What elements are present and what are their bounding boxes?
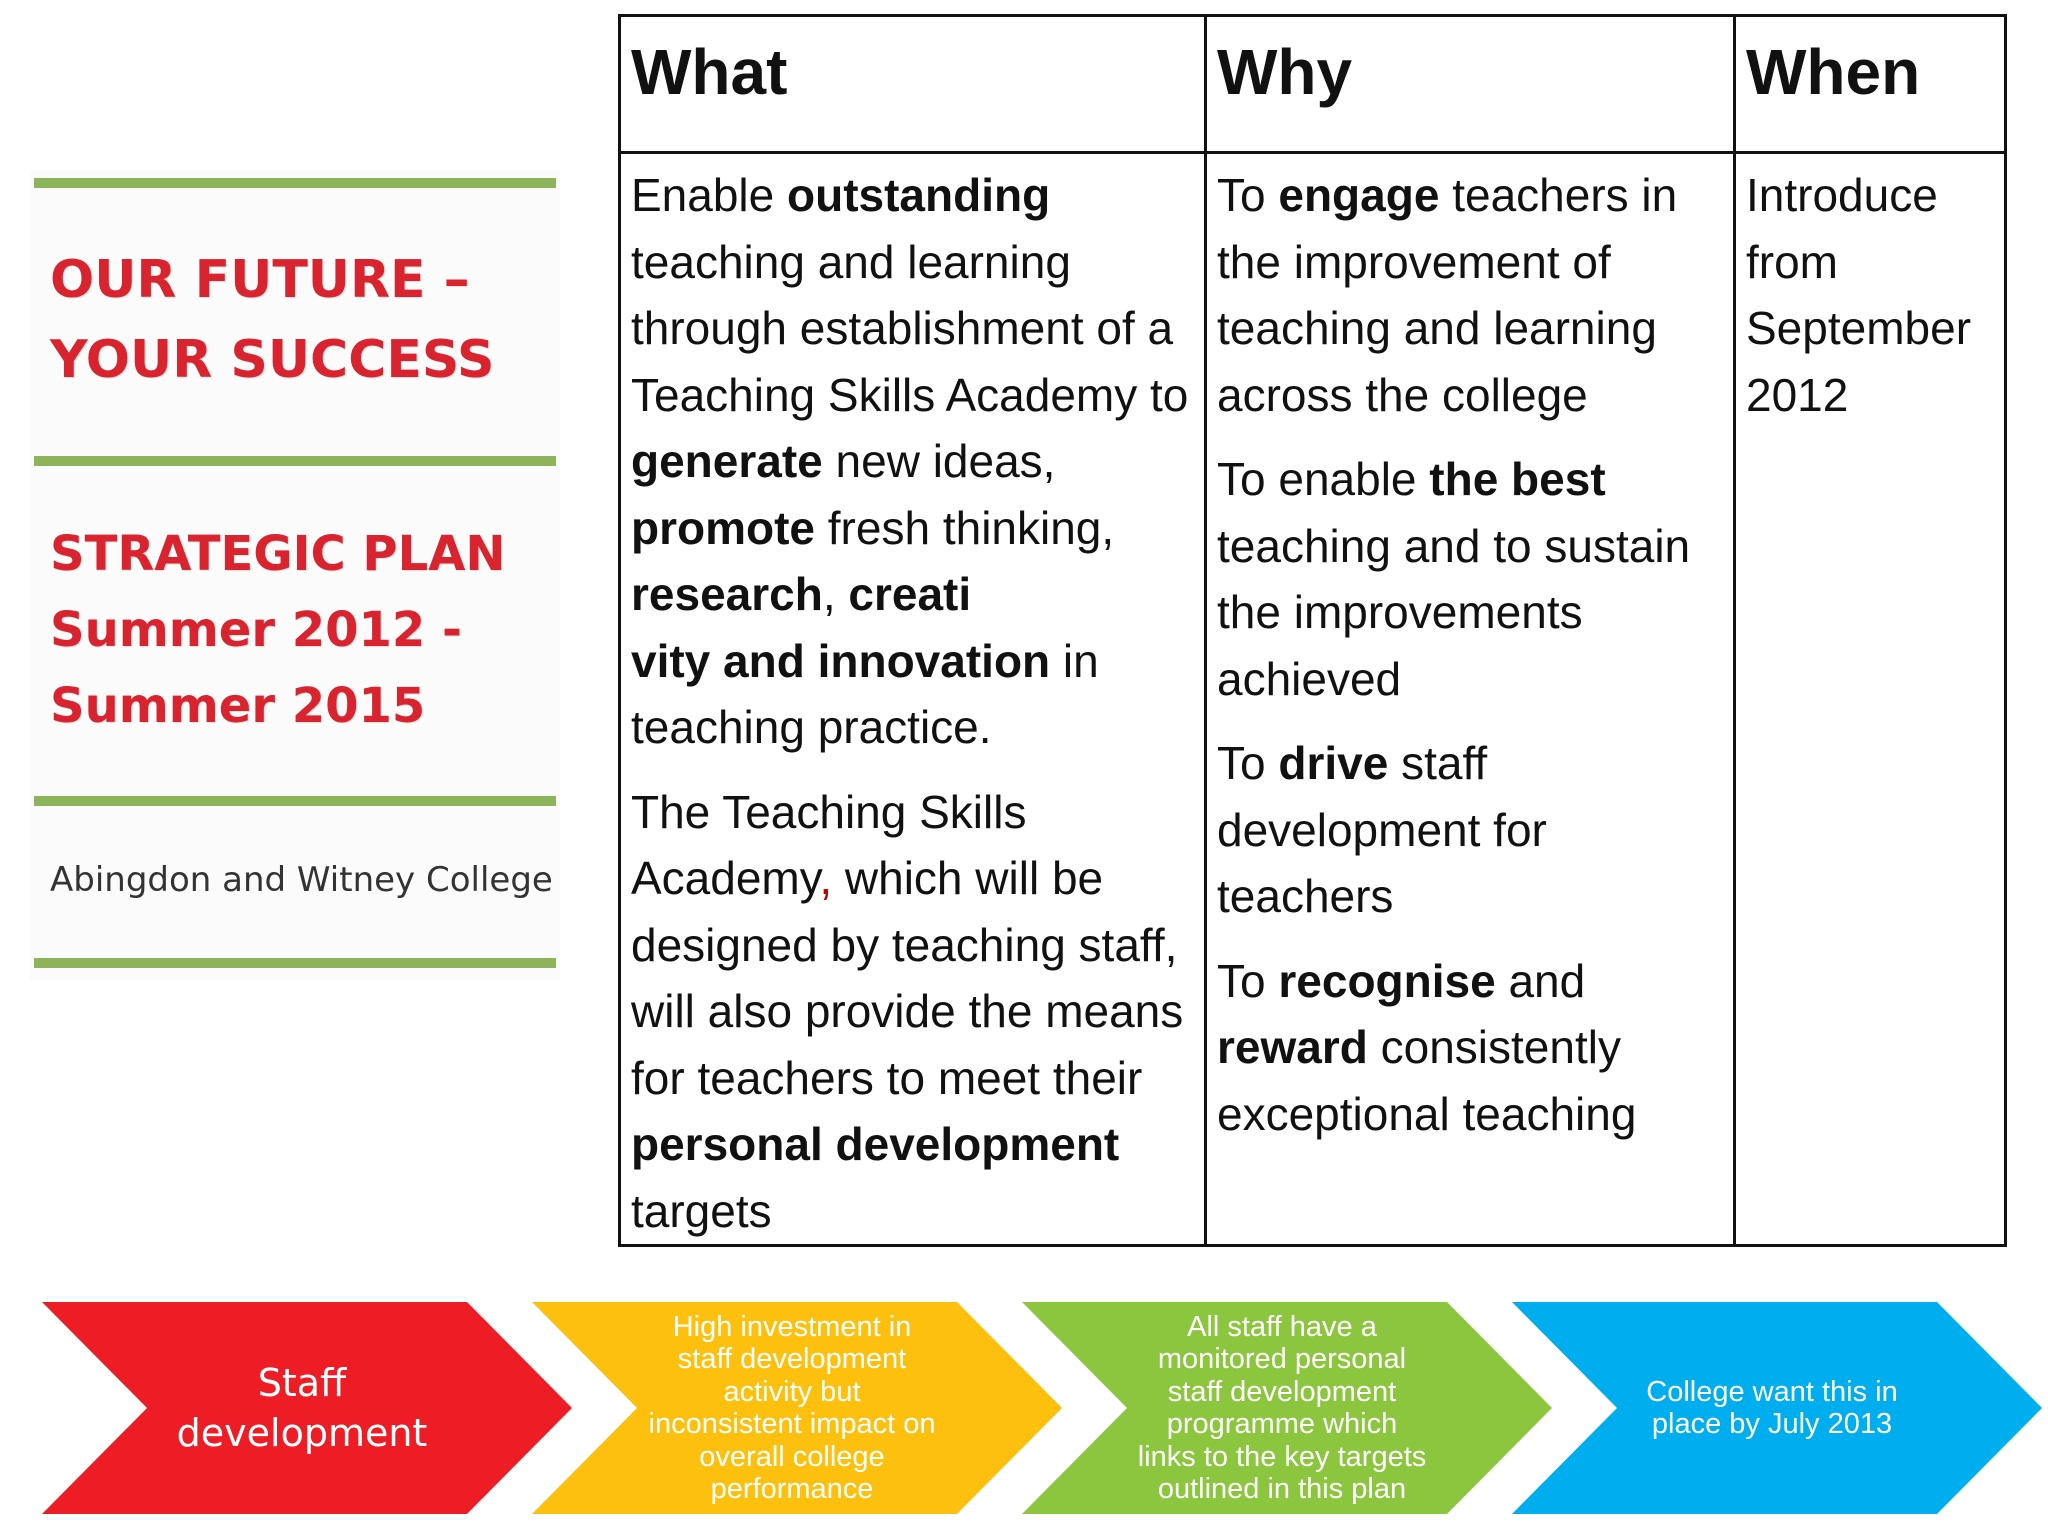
process-step-text <box>102 1302 502 1514</box>
emphasis-generate: generate <box>631 435 823 487</box>
text-run: teaching and to sustain the improvements achieved <box>1217 519 1691 705</box>
emphasis-personal-development: personal development <box>631 1118 1120 1170</box>
emphasis-the-best: the best <box>1429 453 1606 505</box>
why-paragraph-2 <box>1217 446 1723 712</box>
divider-rule <box>34 958 556 968</box>
header-why: Why <box>1206 16 1735 153</box>
emphasis-promote: promote <box>631 501 815 554</box>
process-step-line: performance <box>710 1473 874 1505</box>
process-step-line: development <box>176 1411 428 1455</box>
text-run: creati <box>848 568 972 620</box>
process-step-july-2013 <box>1512 1302 2042 1514</box>
process-step-line: overall college <box>699 1440 885 1473</box>
process-step-staff-development <box>42 1302 572 1514</box>
organisation-name: Abingdon and Witney College <box>50 860 553 900</box>
red-comma: , <box>819 852 833 904</box>
text-run: which will be designed by teaching staff, will also provide the means for teachers to meet their <box>631 852 1184 1104</box>
process-step-line: All staff have a <box>1187 1310 1377 1343</box>
when-cell <box>1735 153 2006 1246</box>
text-run: consistently exceptional teaching <box>1217 1021 1637 1140</box>
why-cell <box>1206 153 1735 1246</box>
text-run: teaching and learning through establishment of a Teaching Skills Academy to <box>631 235 1189 421</box>
process-step-line: outlined in this plan <box>1157 1473 1407 1505</box>
table-header-row <box>620 16 2006 153</box>
table-row <box>620 153 2006 1246</box>
cover-subtitle-line-3: Summer 2015 <box>50 678 426 734</box>
text-run: Enable <box>631 169 788 221</box>
process-step-text <box>1572 1302 1972 1514</box>
why-paragraph-4 <box>1217 948 1723 1148</box>
process-step-line: monitored personal <box>1157 1343 1407 1375</box>
process-step-line: place by July 2013 <box>1651 1408 1893 1440</box>
strategic-plan-cover <box>30 170 560 980</box>
process-step-line: activity but <box>723 1375 861 1408</box>
process-step-line: High investment in <box>672 1310 912 1343</box>
process-step-text <box>1082 1302 1482 1514</box>
what-paragraph-1 <box>631 162 1194 761</box>
emphasis-engage: engage <box>1278 169 1440 221</box>
cover-subtitle-line-2: Summer 2012 - <box>50 602 462 658</box>
why-paragraph-1 <box>1217 162 1723 428</box>
process-step-line: College want this in <box>1646 1375 1898 1408</box>
emphasis-outstanding: outstanding <box>787 169 1051 221</box>
text-run: To <box>1217 954 1279 1007</box>
what-cell <box>620 153 1206 1246</box>
process-step-line: inconsistent impact on <box>648 1408 936 1440</box>
divider-rule <box>34 456 556 466</box>
what-why-when-table <box>618 14 2007 1247</box>
divider-rule <box>34 796 556 806</box>
text-run: staff development for teachers <box>1217 737 1547 922</box>
why-paragraph-3 <box>1217 730 1723 930</box>
text-run: new ideas, <box>822 435 1056 487</box>
process-step-line: staff development <box>1167 1375 1397 1408</box>
text-run: To <box>1217 737 1279 789</box>
what-paragraph-2 <box>631 779 1194 1245</box>
process-step-line: programme which <box>1166 1408 1398 1440</box>
header-what: What <box>620 16 1206 153</box>
emphasis-reward: reward <box>1217 1021 1368 1073</box>
process-step-monitored-programme <box>1022 1302 1552 1514</box>
text-run: , <box>822 568 849 620</box>
emphasis-recognise: recognise <box>1278 954 1496 1007</box>
text-run: The Teaching Skills Academy <box>631 785 1027 904</box>
process-step-high-investment <box>532 1302 1062 1514</box>
cover-title-line-1: OUR FUTURE – <box>50 250 470 310</box>
when-line: Introduce <box>1746 169 1938 221</box>
text-run: fresh thinking, <box>815 501 1115 554</box>
process-step-line: links to the key targets <box>1137 1440 1427 1473</box>
process-step-text <box>592 1302 992 1514</box>
cover-subtitle-line-1: STRATEGIC PLAN <box>50 526 506 582</box>
header-when: When <box>1735 16 2006 153</box>
process-step-line: staff development <box>677 1343 907 1375</box>
emphasis-research: research <box>631 568 823 620</box>
process-step-line: Staff <box>257 1361 347 1405</box>
divider-rule <box>34 178 556 188</box>
when-line: September <box>1746 302 1972 354</box>
text-run: targets <box>631 1184 772 1237</box>
text-run: To enable <box>1217 453 1430 505</box>
text-run: teachers in the improvement of teaching and learning across the college <box>1217 169 1678 421</box>
when-line: from <box>1746 235 1838 288</box>
text-run: and <box>1495 954 1586 1007</box>
when-line: 2012 <box>1746 368 1849 421</box>
cover-title-line-2: YOUR SUCCESS <box>50 330 495 390</box>
emphasis-drive: drive <box>1278 737 1389 789</box>
text-run: vity and innovation <box>631 634 1051 687</box>
text-run: in teaching practice. <box>631 634 1099 753</box>
text-run: To <box>1217 169 1279 221</box>
